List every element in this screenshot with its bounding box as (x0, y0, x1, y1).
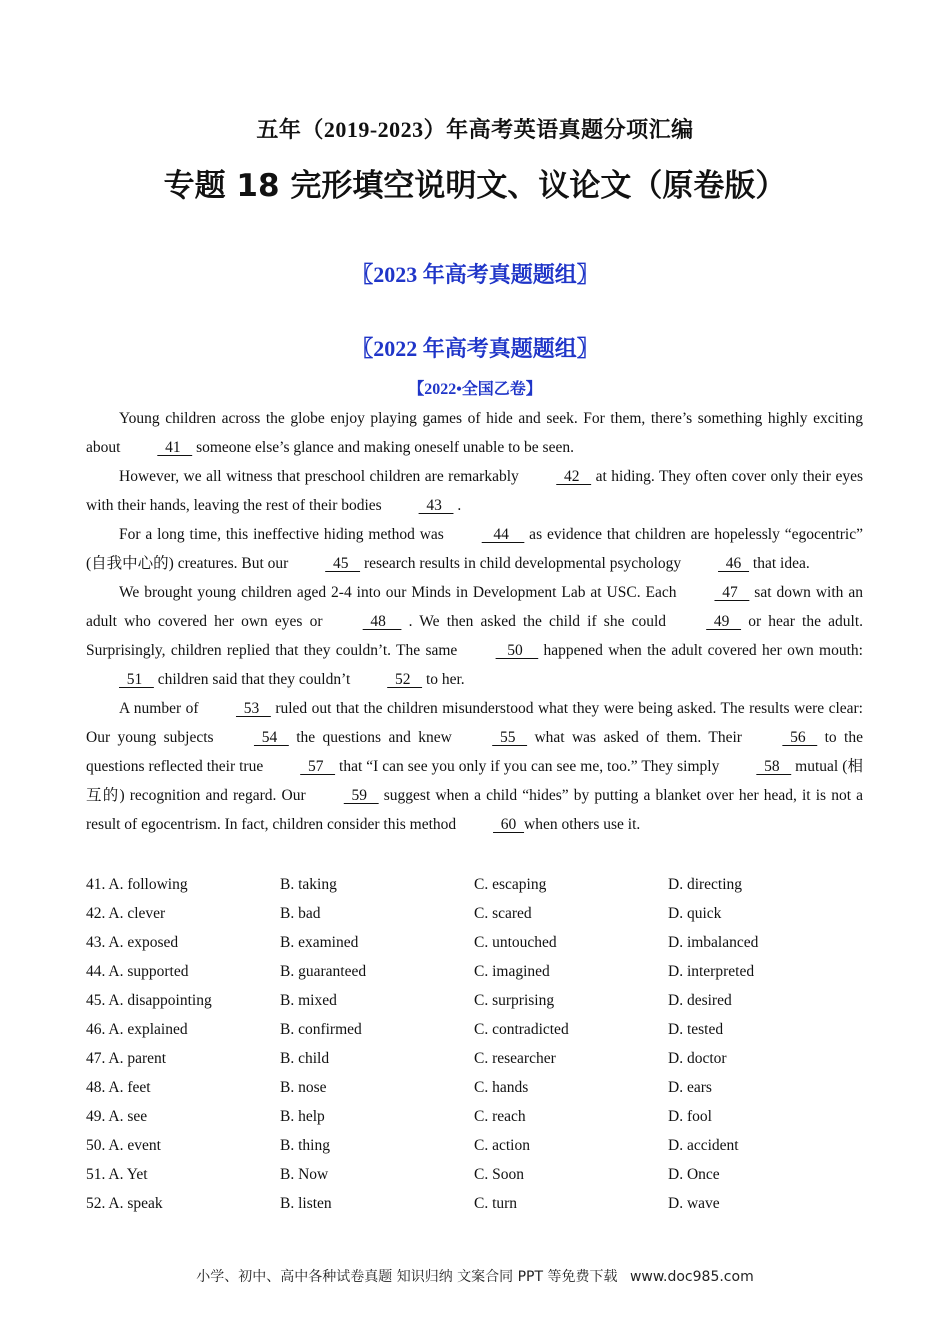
passage-text: mutual (相互的) recognition and regard. Our (86, 758, 863, 804)
option-a: 52. A. speak (86, 1195, 163, 1212)
passage-text: research results in child developmental psychology (360, 555, 686, 572)
option-c: C. action (474, 1137, 530, 1154)
blank-52: 52 (387, 671, 423, 688)
option-c: C. Soon (474, 1166, 524, 1183)
passage-text: or hear the adult. Surprisingly, children replied that they couldn’t. The same (86, 613, 863, 659)
option-a: 47. A. parent (86, 1050, 167, 1067)
option-c: C. untouched (474, 934, 557, 951)
option-row-50 (86, 1131, 863, 1160)
option-b: B. taking (280, 876, 337, 893)
passage-text: at hiding. They often cover only their eyes with their hands, leaving the rest of their bodies (86, 468, 863, 514)
option-d: D. interpreted (668, 963, 755, 980)
option-d: D. wave (668, 1195, 720, 1212)
footer-link[interactable]: www.doc985.com (629, 1269, 754, 1285)
option-a: 43. A. exposed (86, 934, 179, 951)
passage-text: happened when the adult covered her own mouth: (538, 642, 863, 659)
option-row-46 (86, 1015, 863, 1044)
option-c: C. scared (474, 905, 532, 922)
blank-43: 43 (418, 497, 454, 514)
blank-53: 53 (235, 700, 271, 717)
passage-text: someone else’s glance and making oneself unable to be seen. (192, 439, 574, 456)
blank-48: 48 (362, 613, 402, 630)
blank-51: 51 (119, 671, 154, 688)
option-d: D. doctor (668, 1050, 727, 1067)
group-heading-2023: 〖2023 年高考真题题组〗 (351, 262, 599, 287)
option-d: D. accident (668, 1137, 739, 1154)
blank-44: 44 (481, 526, 525, 543)
blank-59: 59 (343, 787, 379, 804)
passage-text: to her. (422, 671, 465, 688)
option-d: D. fool (668, 1108, 712, 1125)
passage-text: when others use it. (524, 816, 641, 833)
option-c: C. surprising (474, 992, 555, 1009)
passage-text: . We then asked the child if she could (401, 613, 674, 630)
passage-paragraph-4 (86, 578, 863, 694)
option-row-52 (86, 1189, 863, 1218)
option-d: D. tested (668, 1021, 724, 1038)
option-d: D. Once (668, 1166, 720, 1183)
option-row-48 (86, 1073, 863, 1102)
cloze-passage (86, 404, 863, 839)
option-c: C. hands (474, 1079, 529, 1096)
blank-54: 54 (253, 729, 289, 746)
option-row-49 (86, 1102, 863, 1131)
page-footer (0, 1266, 950, 1286)
passage-text: However, we all witness that preschool children are remarkably (119, 468, 524, 485)
passage-text: . (453, 497, 462, 514)
blank-56: 56 (782, 729, 818, 746)
option-b: B. confirmed (280, 1021, 362, 1038)
blank-57: 57 (300, 758, 336, 775)
passage-paragraph-1 (86, 404, 863, 462)
passage-text: the questions and knew (288, 729, 460, 746)
blank-47: 47 (714, 584, 750, 601)
passage-text: suggest when a child “hides” by putting a blanket over her head, it is not a result of egocentrism. In fact, children consider this method (86, 787, 863, 833)
option-row-51 (86, 1160, 863, 1189)
option-b: B. examined (280, 934, 359, 951)
passage-text: to the questions reflected their true (86, 729, 863, 775)
option-d: D. desired (668, 992, 732, 1009)
option-row-47 (86, 1044, 863, 1073)
option-row-41 (86, 870, 863, 899)
option-c: C. reach (474, 1108, 526, 1125)
passage-text: as evidence that children are hopelessly “egocentric” (自我中心的) creatures. But our (86, 526, 864, 572)
blank-42: 42 (556, 468, 592, 485)
option-a: 48. A. feet (86, 1079, 151, 1096)
passage-text: what was asked of them. Their (527, 729, 750, 746)
blank-45: 45 (325, 555, 361, 572)
option-a: 51. A. Yet (86, 1166, 148, 1183)
document-subtitle: 五年（2019-2023）年高考英语真题分项汇编 (256, 117, 694, 142)
option-row-42 (86, 899, 863, 928)
option-row-43 (86, 928, 863, 957)
option-c: C. escaping (474, 876, 547, 893)
passage-text: that idea. (749, 555, 810, 572)
blank-50: 50 (495, 642, 539, 659)
option-b: B. listen (280, 1195, 332, 1212)
option-a: 45. A. disappointing (86, 992, 212, 1009)
option-b: B. help (280, 1108, 325, 1125)
option-d: D. ears (668, 1079, 712, 1096)
passage-text: sat down with an adult who covered her own eyes or (86, 584, 863, 630)
passage-paragraph-3 (86, 520, 863, 578)
option-c: C. turn (474, 1195, 518, 1212)
option-a: 44. A. supported (86, 963, 189, 980)
option-a: 49. A. see (86, 1108, 148, 1125)
passage-paragraph-5 (86, 694, 863, 839)
option-d: D. imbalanced (668, 934, 759, 951)
option-row-44 (86, 957, 863, 986)
footer-text: 小学、初中、高中各种试卷真题 知识归纳 文案合同 PPT 等免费下载 (196, 1269, 618, 1285)
option-b: B. thing (280, 1137, 330, 1154)
option-a: 50. A. event (86, 1137, 161, 1154)
option-d: D. quick (668, 905, 722, 922)
passage-text: A number of (119, 700, 203, 717)
document-title: 专题 18 完形填空说明文、议论文（原卷版） (163, 168, 787, 204)
option-b: B. nose (280, 1079, 327, 1096)
option-b: B. guaranteed (280, 963, 367, 980)
option-c: C. contradicted (474, 1021, 569, 1038)
passage-text: ruled out that the children misunderstood what they were being asked. The results were clear: Our young subjects (86, 700, 863, 746)
blank-60: 60 (493, 816, 525, 833)
blank-49: 49 (706, 613, 742, 630)
group-heading-2022: 〖2022 年高考真题题组〗 (351, 336, 599, 361)
option-a: 41. A. following (86, 876, 188, 893)
blank-55: 55 (492, 729, 528, 746)
option-d: D. directing (668, 876, 743, 893)
passage-paragraph-2 (86, 462, 863, 520)
blank-46: 46 (718, 555, 750, 572)
option-a: 46. A. explained (86, 1021, 188, 1038)
option-b: B. child (280, 1050, 330, 1067)
passage-text: that “I can see you only if you can see me, too.” They simply (335, 758, 724, 775)
option-a: 42. A. clever (86, 905, 166, 922)
exam-source-label: 【2022•全国乙卷】 (408, 381, 542, 398)
option-c: C. researcher (474, 1050, 556, 1067)
passage-text: Young children across the globe enjoy playing games of hide and seek. For them, there’s something highly exciting about (86, 410, 863, 456)
blank-58: 58 (756, 758, 792, 775)
option-row-45 (86, 986, 863, 1015)
passage-text: For a long time, this ineffective hiding method was (119, 526, 449, 543)
option-b: B. mixed (280, 992, 337, 1009)
option-b: B. Now (280, 1166, 329, 1183)
answer-options-table (86, 870, 863, 1218)
passage-text: We brought young children aged 2-4 into our Minds in Development Lab at USC. Each (119, 584, 682, 601)
blank-41: 41 (157, 439, 193, 456)
option-b: B. bad (280, 905, 321, 922)
option-c: C. imagined (474, 963, 550, 980)
passage-text: children said that they couldn’t (153, 671, 355, 688)
